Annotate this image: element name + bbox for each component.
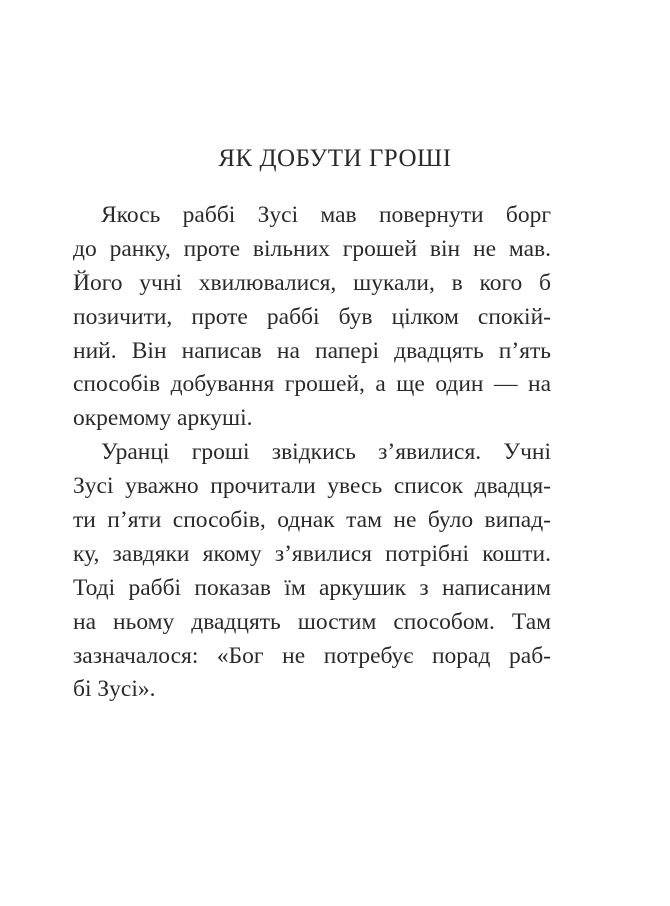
- text-line: способів добування грошей, а ще один — на: [73, 371, 551, 398]
- text-line: Його учні хвилювалися, шукали, в кого б: [73, 269, 551, 296]
- text-line: ку, завдяки якому з’явилися потрібні кошти.: [73, 540, 551, 567]
- story-title: ЯК ДОБУТИ ГРОШІ: [218, 145, 452, 172]
- text-line: Якось раббі Зусі мав повернути борг: [101, 202, 551, 228]
- text-line: до ранку, проте вільних грошей він не мав.: [73, 235, 551, 262]
- text-line: ти п’яти способів, однак там не було випад-: [73, 507, 551, 534]
- text-line: Тоді раббі показав їм аркушик з написаним: [73, 574, 551, 601]
- text-line: позичити, проте раббі був цілком спокій-: [73, 303, 551, 330]
- text-line: на ньому двадцять шостим способом. Там: [73, 608, 551, 635]
- text-line: Зусі уважно прочитали увесь список двадця-: [73, 473, 551, 500]
- story-body: [73, 199, 551, 707]
- paragraph-2: [73, 436, 551, 707]
- text-line: ний. Він написав на папері двадцять п’ять: [73, 337, 551, 364]
- text-line: бі Зусі».: [73, 676, 156, 703]
- paragraph-1: [73, 199, 551, 436]
- text-line: зазначалося: «Бог не потребує порад раб-: [73, 642, 551, 669]
- text-line: Уранці гроші звідкись з’явилися. Учні: [101, 439, 551, 466]
- text-line: окремому аркуші.: [73, 405, 253, 432]
